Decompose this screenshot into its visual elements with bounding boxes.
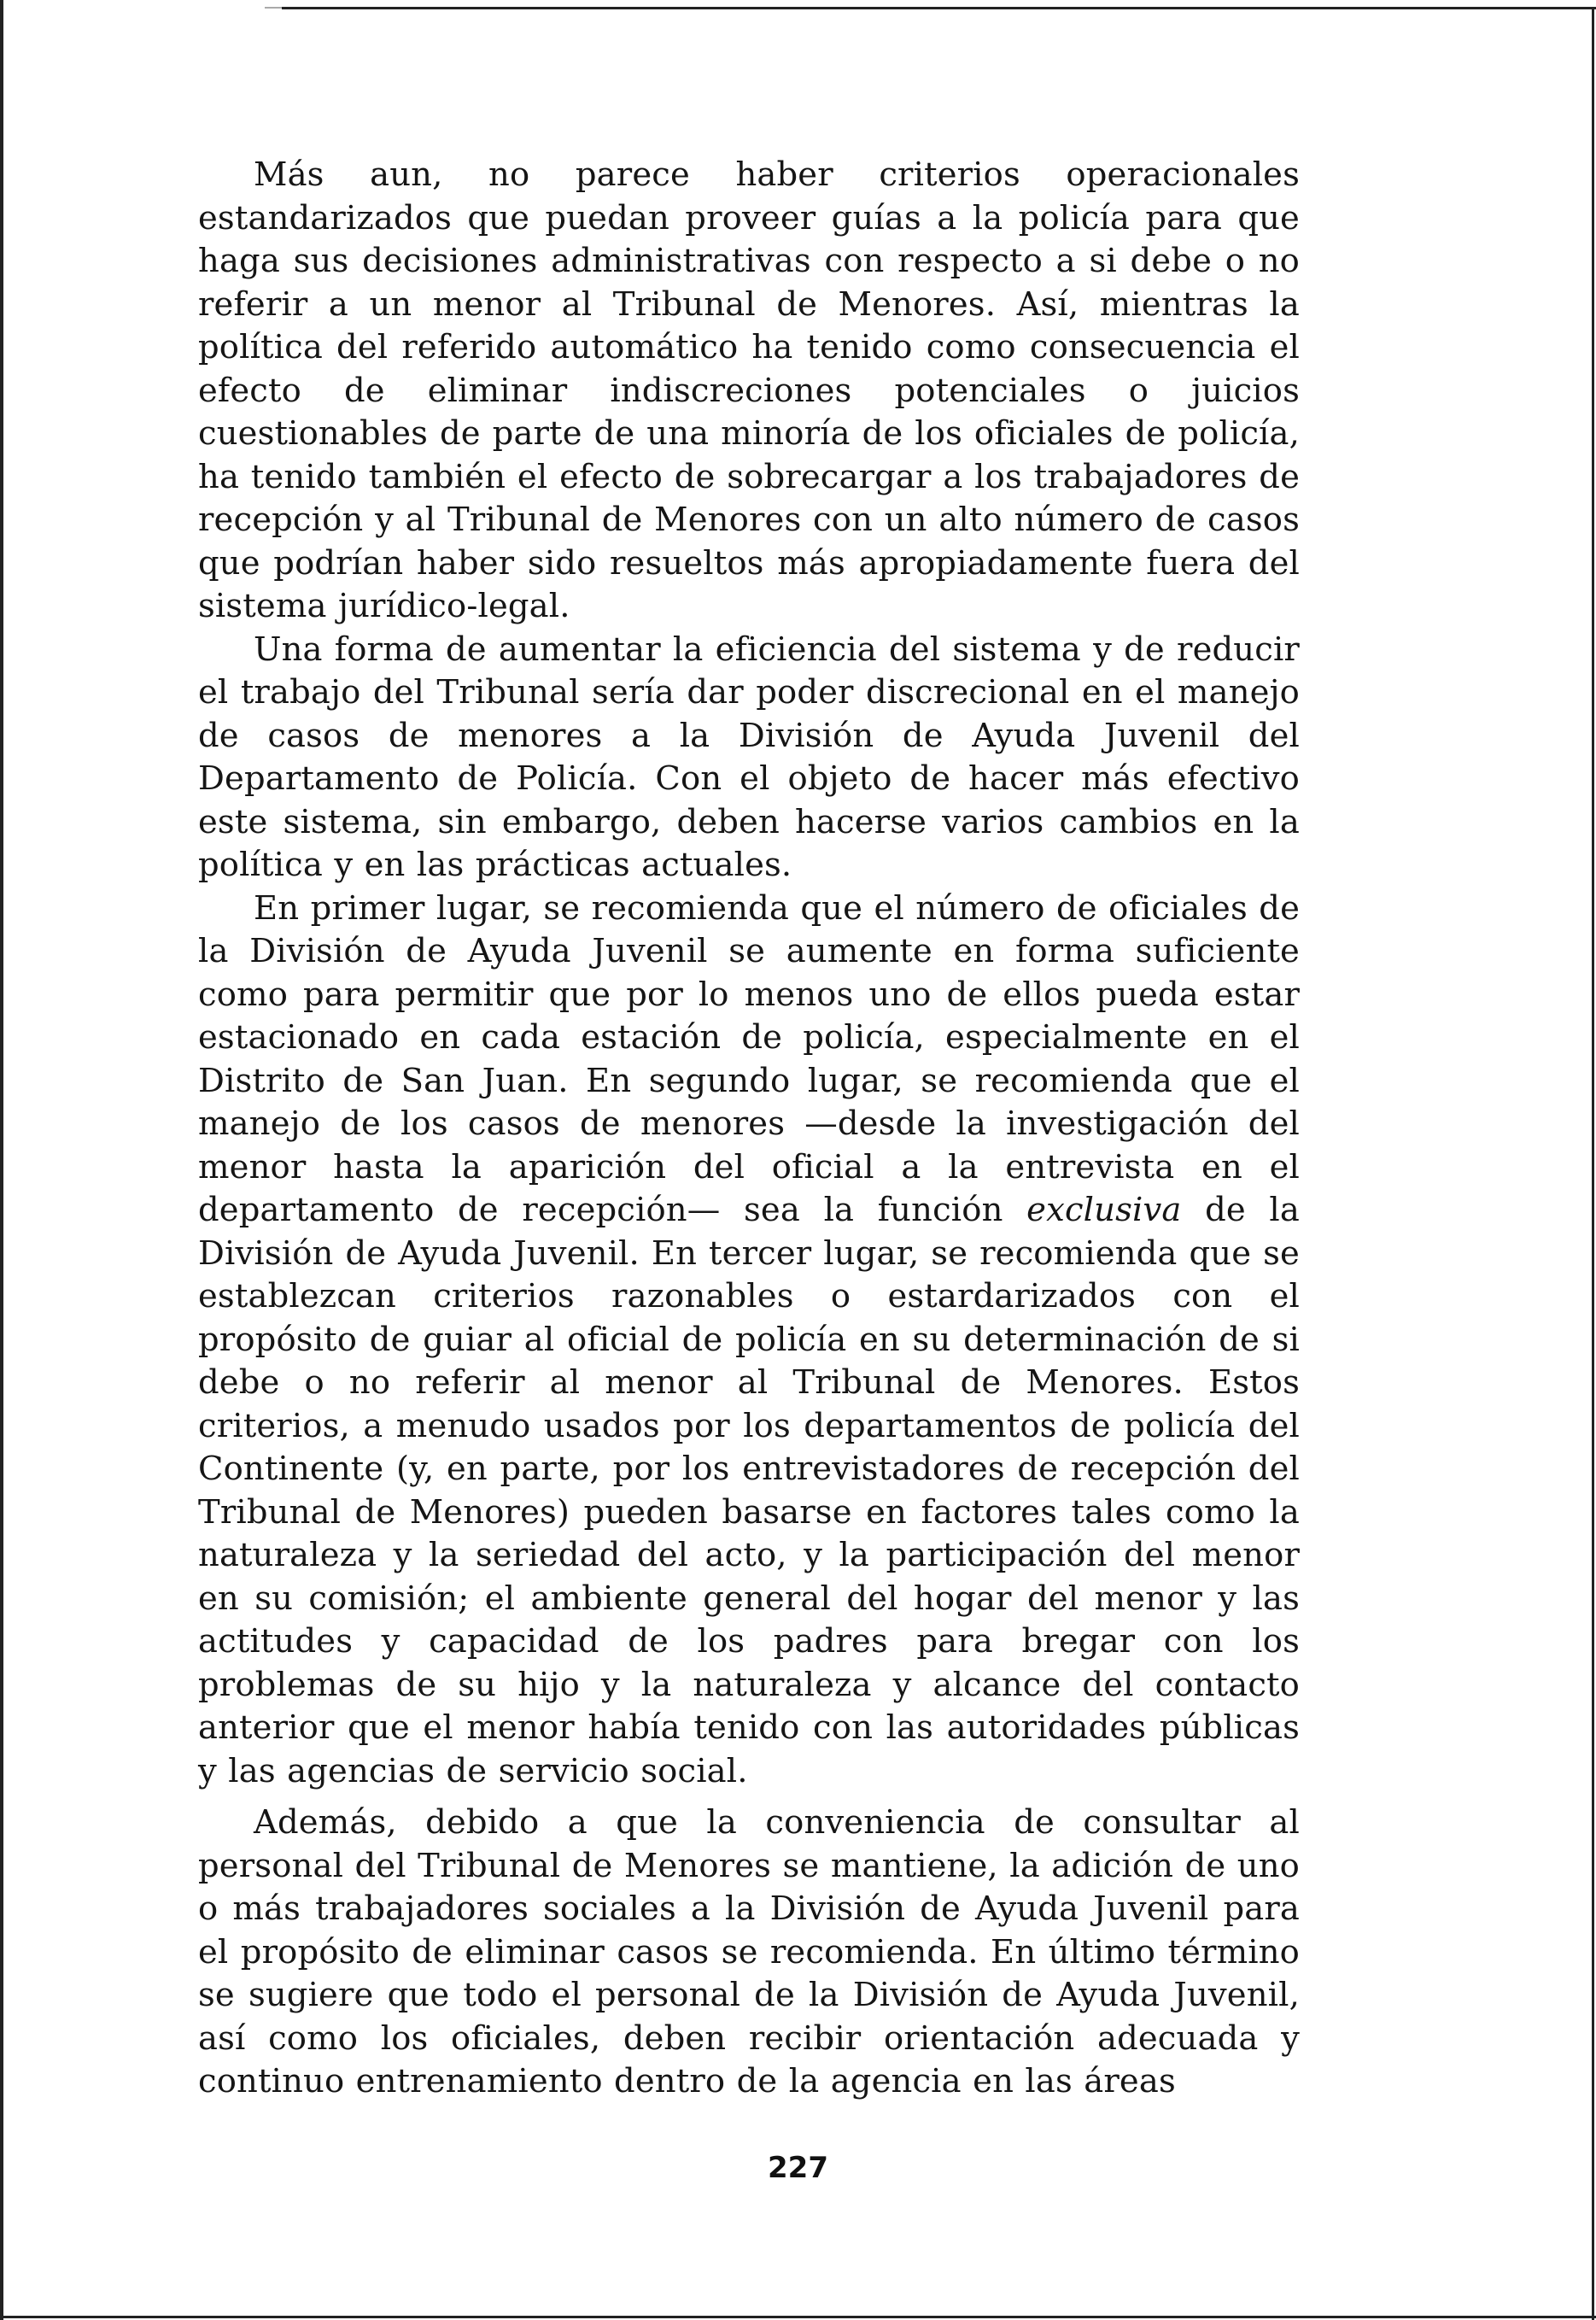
body-text [198, 154, 1300, 2104]
paragraph-3 [198, 888, 1300, 1794]
paragraph-3-part-2: de la División de Ayuda Juvenil. En tercer lugar, se recomienda que se establezcan criterios razonables o estardarizados con el propósito de guiar al oficial de policía en su determinación de si debe o no referir al menor al Tribunal de Menores. Estos criterios, a menudo usados por los departamentos de policía del Continente (y, en parte, por los entrevistadores de recepción del Tribunal de Menores) pueden basarse en factores tales como la naturaleza y la seriedad del acto, y la participación del menor en su comisión; el ambiente general del hogar del menor y las actitudes y capacidad de los padres para bregar con los problemas de su hijo y la naturaleza y alcance del contacto anterior que el menor había tenido con las autoridades públicas y las agencias de servicio social. [198, 1191, 1300, 1790]
paragraph-2: Una forma de aumentar la eficiencia del sistema y de reducir el trabajo del Tribunal sería dar poder discrecional en el manejo de casos de menores a la División de Ayuda Juvenil del Departamento de Policía. Con el objeto de hacer más efectivo este sistema, sin embargo, deben hacerse varios cambios en la política y en las prácticas actuales. [198, 630, 1300, 884]
bottom-border [0, 2316, 1596, 2318]
top-border [282, 7, 1596, 9]
paragraph-3-part-1: En primer lugar, se recomienda que el número de oficiales de la División de Ayuda Juvenil se aumente en forma suficiente como para permitir que por lo menos uno de ellos pueda estar estacionado en cada estación de policía, especialmente en el Distrito de San Juan. En segundo lugar, se recomienda que el manejo de los casos de menores —desde la investigación del menor hasta la aparición del oficial a la entrevista en el departamento de recepción— sea la función [198, 888, 1301, 1229]
paragraph-4: Además, debido a que la conveniencia de consultar al personal del Tribunal de Menores se mantiene, la adición de uno o más trabajadores sociales a la División de Ayuda Juvenil para el propósito de eliminar casos se recomienda. En último término se sugiere que todo el personal de la División de Ayuda Juvenil, así como los oficiales, deben recibir orientación adecuada y continuo entrenamiento dentro de la agencia en las áreas [198, 1803, 1300, 2100]
paragraph-1: Más aun, no parece haber criterios operacionales estandarizados que puedan proveer guías a la policía para que haga sus decisiones administrativas con respecto a si debe o no referir a un menor al Tribunal de Menores. Así, mientras la política del referido automático ha tenido como consecuencia el efecto de eliminar indiscreciones potenciales o juicios cuestionables de parte de una minoría de los oficiales de policía, ha tenido también el efecto de sobrecargar a los trabajadores de recepción y al Tribunal de Menores con un alto número de casos que podrían haber sido resueltos más apropiadamente fuera del sistema jurídico-legal. [198, 155, 1300, 625]
emphasis-exclusiva: exclusiva [1026, 1191, 1182, 1229]
right-border [1592, 7, 1594, 2320]
page-number: 227 [768, 2151, 828, 2185]
left-border [0, 0, 3, 2320]
